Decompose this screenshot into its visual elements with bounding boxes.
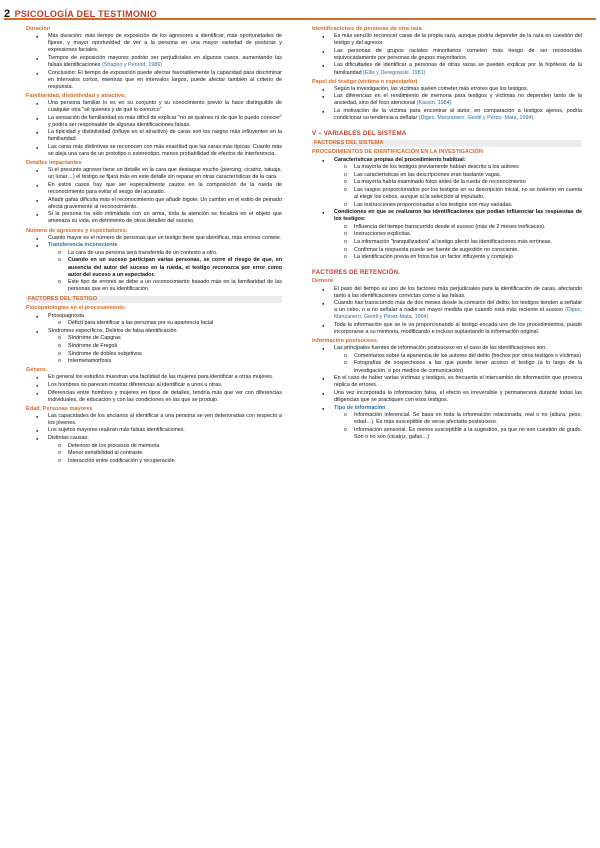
bullet-text: Comentarios sobre la apariencia de los autores del delito (hechos por otros testigos o víctimas) [354,352,582,359]
section-heading: Demora [312,278,333,285]
bullet-list [26,235,282,294]
bullet-text: Las instrucciones proporcionadas a los testigos son muy variadas. [354,201,513,208]
bullet-text: Déficit para identificar a las personas por su apariencia facial [68,320,214,327]
bullet-text: Confirmar la respuesta puede ser fuente de sugestión no consciente. [354,246,519,253]
bullet-text: Transferencia inconsciente [48,242,118,249]
sub-bullet-item [312,360,582,374]
section-heading: Familiaridad, distintividad y atractivo. [26,92,127,99]
bullet-item [26,197,282,211]
right-column [312,24,582,441]
bullet-text: Menor sensibilidad al contraste [68,450,143,457]
bullet-item [312,286,582,300]
bullet-text: La mayoría de los testigos previamente habían descrito a los autores [354,164,519,171]
bullet-item [312,62,582,76]
bullet-text: Diferencias entre hombres y mujeres en tipos de detalles, tendría más que ver con diferencias individuales, de educación y con las condiciones en las que se produjo. [48,389,282,403]
sub-bullet-item [26,343,282,350]
bullet-item [312,322,582,336]
bullet-text: Prosopagnosia [48,312,84,319]
bullet-item [26,167,282,181]
bullet-item [312,157,582,164]
bullet-text: Si el presunto agresor tiene un detalle en la cara que destaque mucho (piercing, cicatriz, tatuaje, un lunar…) el testigo se fijará más en este detalle sin reparar en otras características de la cara. [48,167,282,181]
section-heading: Papel del testigo (víctima o espectador) [312,78,418,85]
bullet-item [26,382,282,389]
bullet-item [26,70,282,91]
sub-bullet-item [26,250,282,257]
bullet-text: Síndrome de Fregoli [68,342,117,349]
sub-bullet-item [312,187,582,201]
citation: (Diges, Manzanero, Gentil y Pérez- Mata, 1994) [418,115,534,122]
bullet-text: Las diferencias en el rendimiento de memoria para testigos y víctimas no dependen tanto de la ansiedad, sino del foco atencional [334,93,582,107]
bullet-text: Deterioro de los procesos de memoria [68,442,160,449]
chapter-heading: FACTORES DE RETENCIÓN. [312,269,401,277]
bullet-item [312,93,582,107]
bullet-text: Si la persona ha sido intimidada con un arma, toda la atención se focaliza en el objeto que amenaza su vida, en detrimento de otros detalles del suceso. [48,211,282,225]
bullet-text: La sensación de familiaridad es más difícil de explicar "no sé quiénes ni de que lo puedo conocer" y podría ser responsable de algunas identificaciones falsas. [48,114,282,128]
bullet-text: Información sensorial. Es menos susceptible a la sugestión, ya que no son cuestión de grado. Son o no son (cicatriz, gafas…) [354,426,582,440]
bullet-item [26,55,282,69]
bullet-text: Una persona familiar lo es en su conjunto y su conocimiento previo la hace distinguible de cualquier otra "sé quienes y de qué lo conozco" [48,99,282,114]
section-heading: Duración [26,26,51,32]
citation: (Diges, Manzanero, Gentil y Pérez-Mata, 1994) [334,307,582,321]
bullet-list [26,100,282,158]
page-number: 2 [4,8,11,20]
bullet-item [26,313,282,320]
bullet-text: Una vez incorporada la información falsa, el efecto es irreversible y permanecerá durante todas las diligencias que se practiquen con esos testigos. [334,389,582,403]
bullet-item [312,209,582,223]
sub-bullet-item [312,254,582,261]
bullet-text: Información inferencial. Se basa en toda la información relacionada, real o no (altura, peso, edad…). Es más susceptible de verse afectada postsuceso. [354,412,582,426]
bullet-text: El paso del tiempo es uno de los factores más perjudiciales para la identificación de caras, afectando tanto a las identificaciones correctas como a las falsas. [334,285,582,299]
bullet-text: Distintas causas: [48,435,89,442]
sub-bullet-item [312,412,582,426]
bullet-item [26,235,282,242]
section-heading: Género. [26,367,48,374]
bullet-item [26,242,282,249]
bullet-text: Cuanto mayor es el número de personas que un testigo tiene que identificar, más errores comete. [48,234,282,241]
bullet-item [312,345,582,352]
section-heading: Edad. Personas mayores [26,405,93,412]
bullet-text: Las capacidades de los ancianos al identificar a una persona se ven deterioradas con respecto a los jóvenes. [48,412,282,426]
bullet-text: Este tipo de errores se debe a un reconocimiento basado más en la familiaridad de las personas que en su identificación. [68,279,282,293]
sub-bullet-item [26,443,282,450]
bullet-item [26,413,282,427]
bullet-item [26,33,282,54]
bullet-text: Síndrome de dobles subjetivos [68,350,142,357]
bullet-text: Condiciones en que se realizaron las identificaciones que podían influenciar las respuestas de los testigos: [334,209,582,223]
bullet-list [312,286,582,337]
sub-bullet-item [26,320,282,327]
bullet-list [312,86,582,122]
section-heading: Detalles impactantes [26,160,82,167]
bullet-text: Las caras más distintivas se reconocen con más exactitud que las caras más típicas. Cuanto más se aleja una cara de un prototipo o estereotipo, menos probabilidad de efectos de interferencia. [48,144,282,158]
bullet-text: Tipo de información [334,404,386,411]
bullet-list [26,413,282,465]
citation: (Kassin, 1984) [416,100,452,107]
bullet-text: La mayoría había examinado fotos antes de la rueda de reconocimiento [354,179,526,186]
section-heading: Identificaciones de personas de otra raza [312,26,422,32]
bullet-text: Interacción entre codificación y recuperación [68,457,175,464]
bullet-item [26,100,282,114]
left-column [26,24,282,465]
bullet-item [26,211,282,225]
page-title: PSICOLOGÍA DEL TESTIMONIO [14,9,158,19]
band-heading: FACTORES DEL TESTIGO [26,296,282,303]
bullet-item [312,390,582,404]
bullet-text: Las características en las descripciones eran bastante vagas. [354,171,502,178]
bullet-item [312,86,582,93]
bullet-text: La cara de una persona será transferida de un contexto a otro. [68,249,218,256]
bullet-item [312,405,582,412]
bullet-text: Intermetamorfosis [68,358,112,365]
bullet-text: En el caso de haber varias víctimas y testigos, es frecuente el intercambio de información que provoca réplica de errores. [334,375,582,389]
bullet-text: Síndromes específicos. Delirios de falsa identificación [48,327,177,334]
bullet-text: Cuando en un suceso participan varias personas, se corre el riesgo de que, en ausencia del autor del suceso en la rueda, el testigo reconozca por error como autor del suceso a un espectador. [68,257,282,278]
section-heading: Psicopatologías en el procesamiento. [26,305,127,312]
bullet-item [26,390,282,404]
bullet-text: Los hombres no parecen mostrar diferencias al identificar a unos u otras. [48,381,223,388]
bullet-item [26,144,282,158]
citation: (Shapiro y Penrod, 1986) [101,61,163,68]
bullet-text: En general los estudios muestran una facilidad de las mujeres para identificar a otras mujeres. [48,374,274,381]
bullet-text: Según la investigación, las víctimas suelen cometer más errores que los testigos. [334,85,529,92]
bullet-text: Influencia del tiempo transcurrido desde el suceso (más de 2 meses ineficaces). [354,223,546,230]
sub-bullet-item [312,164,582,171]
bullet-item [26,129,282,143]
bullet-text: En estos casos hay que ser especialmente cautos en la composición de la rueda de reconocimiento para evitar el sesgo del acusado. [48,181,282,196]
bullet-text: Cuando han transcurrido más de dos meses desde la comisión del delito, los testigos tienden a señalar a un cebo, o a no señalar a nadie en mayor medida que cuando está más reciente el suceso [334,300,582,314]
bullet-text: Las rasgos proporcionados por los testigos en su descripción inicial, no se tuvieron en cuenta al elegir los cebos, aunque sí la selección al imputado. [354,186,582,200]
bullet-text: Conclusión: El tiempo de exposición puede afectar favorablemente la capacidad para discriminar en intervalos cortos, mientras que en intervalos largos, puede afectar también al criterio de respuesta. [48,69,282,90]
bullet-text: La información "tranquilizadora" al testigo afectó las identificaciones más erróneas. [354,239,552,246]
bullet-item [26,435,282,442]
bullet-text: La tipicidad y distintividad (influye en el atractivo) de caras son los rasgos más influyentes en la familiaridad. [48,129,282,143]
citation: (Ellis y Deregowski, 1981) [363,69,426,76]
bullet-item [26,328,282,335]
bullet-text: Tiempos de exposición mayores podrán ser perjudiciales en algunos casos, aumentando las falsas identificaciones [48,54,282,68]
bullet-text: Fotografías de sospechosos a las que puede tener acceso el testigo (a lo largo de la investigación, o por medios de comunicación) [354,360,582,374]
sub-bullet-item [26,335,282,342]
section-heading: Información postsuceso. [312,338,379,345]
bullet-list [26,313,282,366]
page-header [4,4,596,20]
bullet-item [26,374,282,381]
bullet-text: Las dificultades de identificar a personas de otras razas se pueden explicar por la hipótesis de la familiaridad [334,62,582,76]
sub-bullet-item [312,239,582,246]
bullet-text: Las personas de grupos raciales minoritarios cometen más riesgo de ser reconocidas equivocadamente por personas de grupos mayoritarios. [334,47,582,61]
sub-bullet-item [26,358,282,365]
bullet-text: La identificación previa en fotos fue un factor influyente y complejo [354,254,513,261]
bullet-item [26,115,282,129]
bullet-list [26,33,282,91]
bullet-text: Síndrome de Capgras [68,335,121,342]
section-heading: PROCEDIMIENTOS DE IDENTIFICACIÓN EN LA INVESTIGACIÓN [312,149,483,156]
bullet-item [312,33,582,47]
bullet-item [312,48,582,62]
section-heading: Número de agresores y espectadores. [26,227,128,234]
sub-bullet-item [26,458,282,465]
sub-bullet-item [26,279,282,293]
bullet-text: Más duración: más tiempo de exposición de los agresores a identificar, más oportunidades de fijarse, y mayor oportunidad de ver a la persona en una mayor variedad de posturas y expresiones faciales. [48,33,282,54]
sub-bullet-item [26,257,282,278]
bullet-item [26,427,282,434]
bullet-list [312,345,582,441]
bullet-item [312,300,582,321]
bullet-text: Las principales fuentes de información postsuceso en el caso de las identificaciones son: [334,345,547,352]
bullet-text: Añadir gafas dificulta más el reconocimiento que añadir bigote; Un cambio en el estilo de peinado afecta gravemente al reconocimiento. [48,196,282,210]
bullet-list [26,374,282,403]
bullet-item [312,375,582,389]
bullet-text: La motivación de la víctima para encontrar al autor, en comparación a testigos ajenos, podría condicionar su tendencia a señalar [334,108,582,122]
chapter-heading: V – VARIABLES DEL SISTEMA [312,130,407,138]
bullet-list [312,33,582,77]
bullet-text: Toda la información que se le va proporcionando al testigo encada uno de los procedimientos, puede incorporarse a su memoria, modificando e incluso suplantando la información original. [334,321,582,336]
bullet-text: Características propias del procedimiento habitual: [334,156,466,163]
sub-bullet-item [26,450,282,457]
bullet-text: Instrucciones explícitas. [354,231,412,238]
sub-bullet-item [312,231,582,238]
sub-bullet-item [312,224,582,231]
bullet-text: Los sujetos mayores realizan más falsas identificaciones. [48,427,185,434]
sub-bullet-item [26,351,282,358]
bullet-item [312,108,582,122]
sub-bullet-item [312,353,582,360]
sub-bullet-item [312,172,582,179]
sub-bullet-item [312,427,582,441]
sub-bullet-item [312,202,582,209]
sub-bullet-item [312,179,582,186]
sub-bullet-item [312,247,582,254]
bullet-list [26,167,282,225]
bullet-item [26,182,282,196]
band-heading: FACTORES DEL SISTEMA [312,140,582,147]
bullet-list [312,157,582,262]
bullet-text: Es más sencillo reconocer caras de la propia raza, aunque podría depender de la raza en cuestión del testigo y del agresor. [334,33,582,47]
